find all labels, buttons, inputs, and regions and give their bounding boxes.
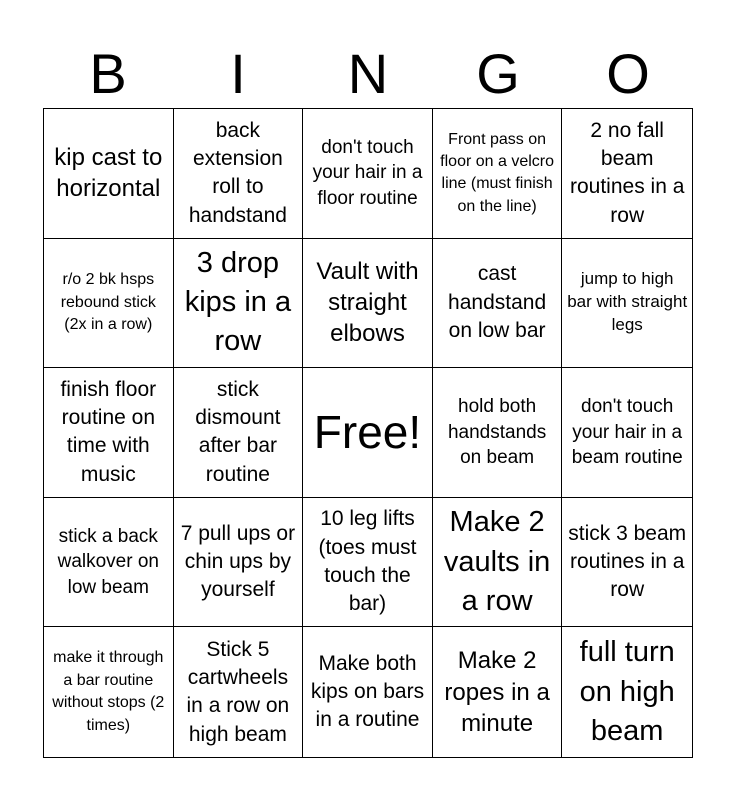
cell-text: cast handstand on low bar — [448, 262, 547, 343]
bingo-cell[interactable] — [562, 627, 692, 757]
cell-text: stick dismount after bar routine — [195, 377, 281, 486]
cell-text: Make 2 vaults in a row — [443, 506, 551, 617]
cell-text: kip cast to horizontal — [54, 144, 163, 203]
cell-text: back extension roll to handstand — [188, 118, 287, 227]
bingo-cell[interactable] — [433, 627, 563, 757]
cell-text: Vault with straight elbows — [316, 258, 419, 348]
header-letter-i: I — [230, 42, 246, 105]
bingo-cell[interactable] — [562, 109, 692, 239]
cell-text: make it through a bar routine without stops (2 times) — [52, 649, 165, 734]
header-letter-b: B — [89, 42, 127, 105]
bingo-header — [43, 40, 693, 108]
free-space-text: Free! — [313, 406, 422, 459]
bingo-cell[interactable] — [174, 368, 304, 498]
header-letter-g: G — [476, 42, 520, 105]
cell-text: 3 drop kips in a row — [184, 247, 292, 358]
cell-text: Front pass on floor on a velcro line (must finish on the line) — [440, 130, 555, 215]
bingo-cell[interactable] — [303, 627, 433, 757]
bingo-cell[interactable] — [433, 239, 563, 369]
cell-text: stick a back walkover on low beam — [57, 525, 159, 598]
cell-text: jump to high bar with straight legs — [567, 269, 688, 335]
cell-text: 2 no fall beam routines in a row — [569, 118, 685, 227]
cell-text: Make 2 ropes in a minute — [444, 647, 550, 737]
bingo-cell[interactable] — [44, 498, 174, 628]
bingo-cell[interactable] — [433, 368, 563, 498]
bingo-cell[interactable] — [174, 109, 304, 239]
header-letter-n: N — [347, 42, 389, 105]
bingo-cell[interactable] — [303, 109, 433, 239]
bingo-cell[interactable] — [44, 368, 174, 498]
bingo-grid — [43, 108, 693, 758]
bingo-cell[interactable] — [44, 239, 174, 369]
free-space-cell[interactable] — [303, 368, 433, 498]
cell-text: hold both handstands on beam — [447, 396, 547, 469]
bingo-cell[interactable] — [174, 627, 304, 757]
bingo-cell[interactable] — [174, 239, 304, 369]
bingo-cell[interactable] — [433, 498, 563, 628]
header-letter-o: O — [606, 42, 650, 105]
bingo-cell[interactable] — [44, 627, 174, 757]
bingo-cell[interactable] — [303, 498, 433, 628]
bingo-cell[interactable] — [562, 498, 692, 628]
bingo-cell[interactable] — [562, 239, 692, 369]
cell-text: full turn on high beam — [579, 636, 675, 747]
cell-text: don't touch your hair in a beam routine — [571, 396, 683, 469]
cell-text: stick 3 beam routines in a row — [568, 521, 687, 602]
bingo-cell[interactable] — [562, 368, 692, 498]
bingo-cell[interactable] — [44, 109, 174, 239]
cell-text: Make both kips on bars in a routine — [310, 651, 425, 732]
cell-text: Stick 5 cartwheels in a row on high beam — [186, 637, 290, 746]
bingo-cell[interactable] — [174, 498, 304, 628]
cell-text: finish floor routine on time with music — [60, 377, 157, 486]
bingo-cell[interactable] — [303, 239, 433, 369]
cell-text: 10 leg lifts (toes must touch the bar) — [318, 507, 417, 616]
cell-text: r/o 2 bk hsps rebound stick (2x in a row) — [60, 271, 156, 334]
cell-text: 7 pull ups or chin ups by yourself — [180, 521, 296, 602]
cell-text: don't touch your hair in a floor routine — [312, 136, 423, 210]
bingo-cell[interactable] — [433, 109, 563, 239]
